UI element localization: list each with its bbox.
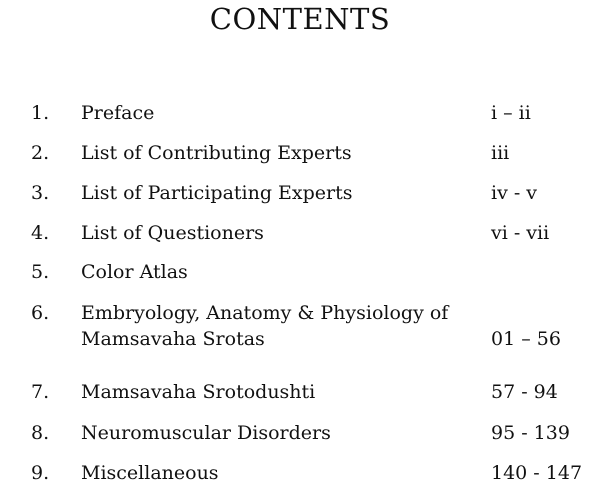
toc-entry-number: 1. [31, 102, 50, 124]
toc-entry-page: i – ii [491, 102, 531, 124]
toc-entry-title: Mamsavaha Srotodushti [81, 381, 316, 403]
toc-entry-page: 01 – 56 [491, 328, 561, 350]
toc-entry-title: Miscellaneous [81, 462, 219, 484]
toc-entry-number: 8. [31, 422, 50, 444]
toc-entry-number: 4. [31, 222, 50, 244]
toc-entry-page: iii [491, 142, 510, 164]
toc-entry-number: 5. [31, 261, 50, 283]
toc-entry-page: vi - vii [491, 222, 550, 244]
toc-entry-page: 140 - 147 [491, 462, 583, 484]
toc-entry-page: 57 - 94 [491, 381, 558, 403]
toc-entry-title: Preface [81, 102, 155, 124]
toc-entry-title-line-1: Embryology, Anatomy & Physiology of [81, 302, 449, 324]
toc-entry-number: 7. [31, 381, 50, 403]
toc-entry-page: iv - v [491, 182, 538, 204]
toc-entry-title: Neuromuscular Disorders [81, 422, 331, 444]
toc-entry-number: 6. [31, 302, 50, 324]
toc-entry-number: 9. [31, 462, 50, 484]
toc-entry-title: List of Questioners [81, 222, 264, 244]
toc-entry-title: List of Contributing Experts [81, 142, 352, 164]
toc-entry-page: 95 - 139 [491, 422, 570, 444]
toc-entry-title-line-2: Mamsavaha Srotas [81, 328, 265, 350]
toc-entry-number: 3. [31, 182, 50, 204]
page-title: CONTENTS [209, 2, 391, 36]
toc-entry-title: List of Participating Experts [81, 182, 353, 204]
toc-entry-title [81, 300, 481, 352]
toc-entry-number: 2. [31, 142, 50, 164]
toc-entry-title: Color Atlas [81, 261, 188, 283]
